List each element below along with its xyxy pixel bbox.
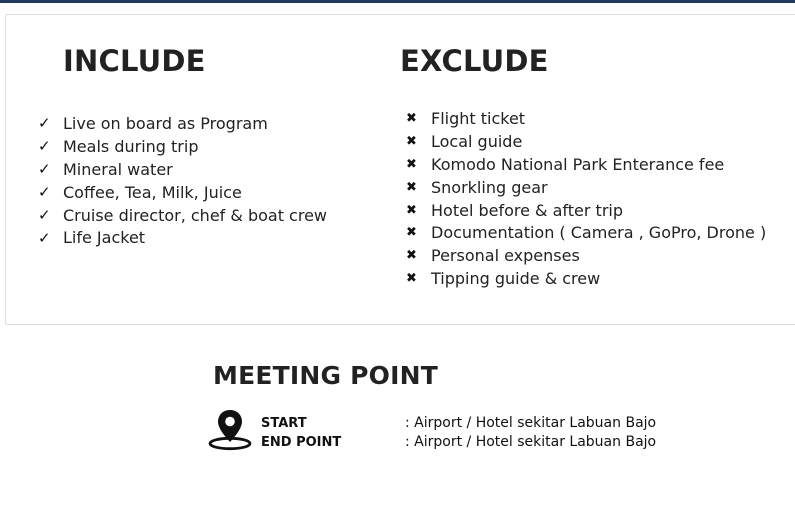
location-pin-icon <box>207 406 253 452</box>
checkmark-icon: ✓ <box>38 160 51 179</box>
include-list <box>38 112 327 249</box>
checkmark-icon: ✓ <box>38 114 51 133</box>
checkmark-icon: ✓ <box>38 206 51 224</box>
meeting-point-title: MEETING POINT <box>213 361 438 390</box>
cross-icon: ✖ <box>406 133 417 149</box>
exclude-item-label: Documentation ( Camera , GoPro, Drone ) <box>431 223 767 243</box>
include-item-label: Mineral water <box>63 159 173 179</box>
include-title: INCLUDE <box>63 44 206 78</box>
list-item <box>38 181 327 204</box>
list-item <box>406 107 766 130</box>
list-item <box>406 267 766 290</box>
cross-icon: ✖ <box>406 225 417 241</box>
cross-icon: ✖ <box>406 110 417 126</box>
exclude-item-label: Tipping guide & crew <box>431 269 601 289</box>
list-item <box>38 158 327 181</box>
exclude-item-label: Flight ticket <box>431 108 526 128</box>
checkmark-icon: ✓ <box>38 228 51 247</box>
cross-icon: ✖ <box>406 156 417 172</box>
include-item-label: Coffee, Tea, Milk, Juice <box>63 182 242 202</box>
list-item <box>38 135 327 158</box>
end-point-value: : Airport / Hotel sekitar Labuan Bajo <box>405 434 657 450</box>
include-item-label: Live on board as Program <box>63 113 268 133</box>
include-item-label: Life Jacket <box>63 228 146 248</box>
checkmark-icon: ✓ <box>38 183 51 202</box>
cross-icon: ✖ <box>406 179 417 195</box>
list-item <box>406 199 766 222</box>
start-label: START <box>261 416 307 431</box>
list-item <box>38 226 327 249</box>
cross-icon: ✖ <box>406 202 417 218</box>
exclude-title: EXCLUDE <box>400 44 549 78</box>
exclude-item-label: Personal expenses <box>431 246 580 266</box>
list-item <box>406 221 766 244</box>
cross-icon: ✖ <box>406 248 417 264</box>
exclude-list <box>406 107 766 290</box>
exclude-item-label: Snorkling gear <box>431 177 548 197</box>
list-item <box>406 153 766 176</box>
exclude-item-label: Hotel before & after trip <box>431 200 623 220</box>
checkmark-icon: ✓ <box>38 137 51 156</box>
list-item <box>406 244 766 267</box>
end-point-label: END POINT <box>261 435 342 450</box>
exclude-item-label: Komodo National Park Enterance fee <box>431 154 725 174</box>
list-item <box>406 176 766 199</box>
exclude-item-label: Local guide <box>431 131 523 151</box>
top-divider <box>0 0 795 3</box>
list-item <box>406 130 766 153</box>
list-item <box>38 112 327 135</box>
cross-icon: ✖ <box>406 271 417 287</box>
list-item <box>38 204 327 227</box>
include-item-label: Cruise director, chef & boat crew <box>63 205 328 225</box>
start-value: : Airport / Hotel sekitar Labuan Bajo <box>405 415 657 431</box>
include-item-label: Meals during trip <box>63 136 199 156</box>
